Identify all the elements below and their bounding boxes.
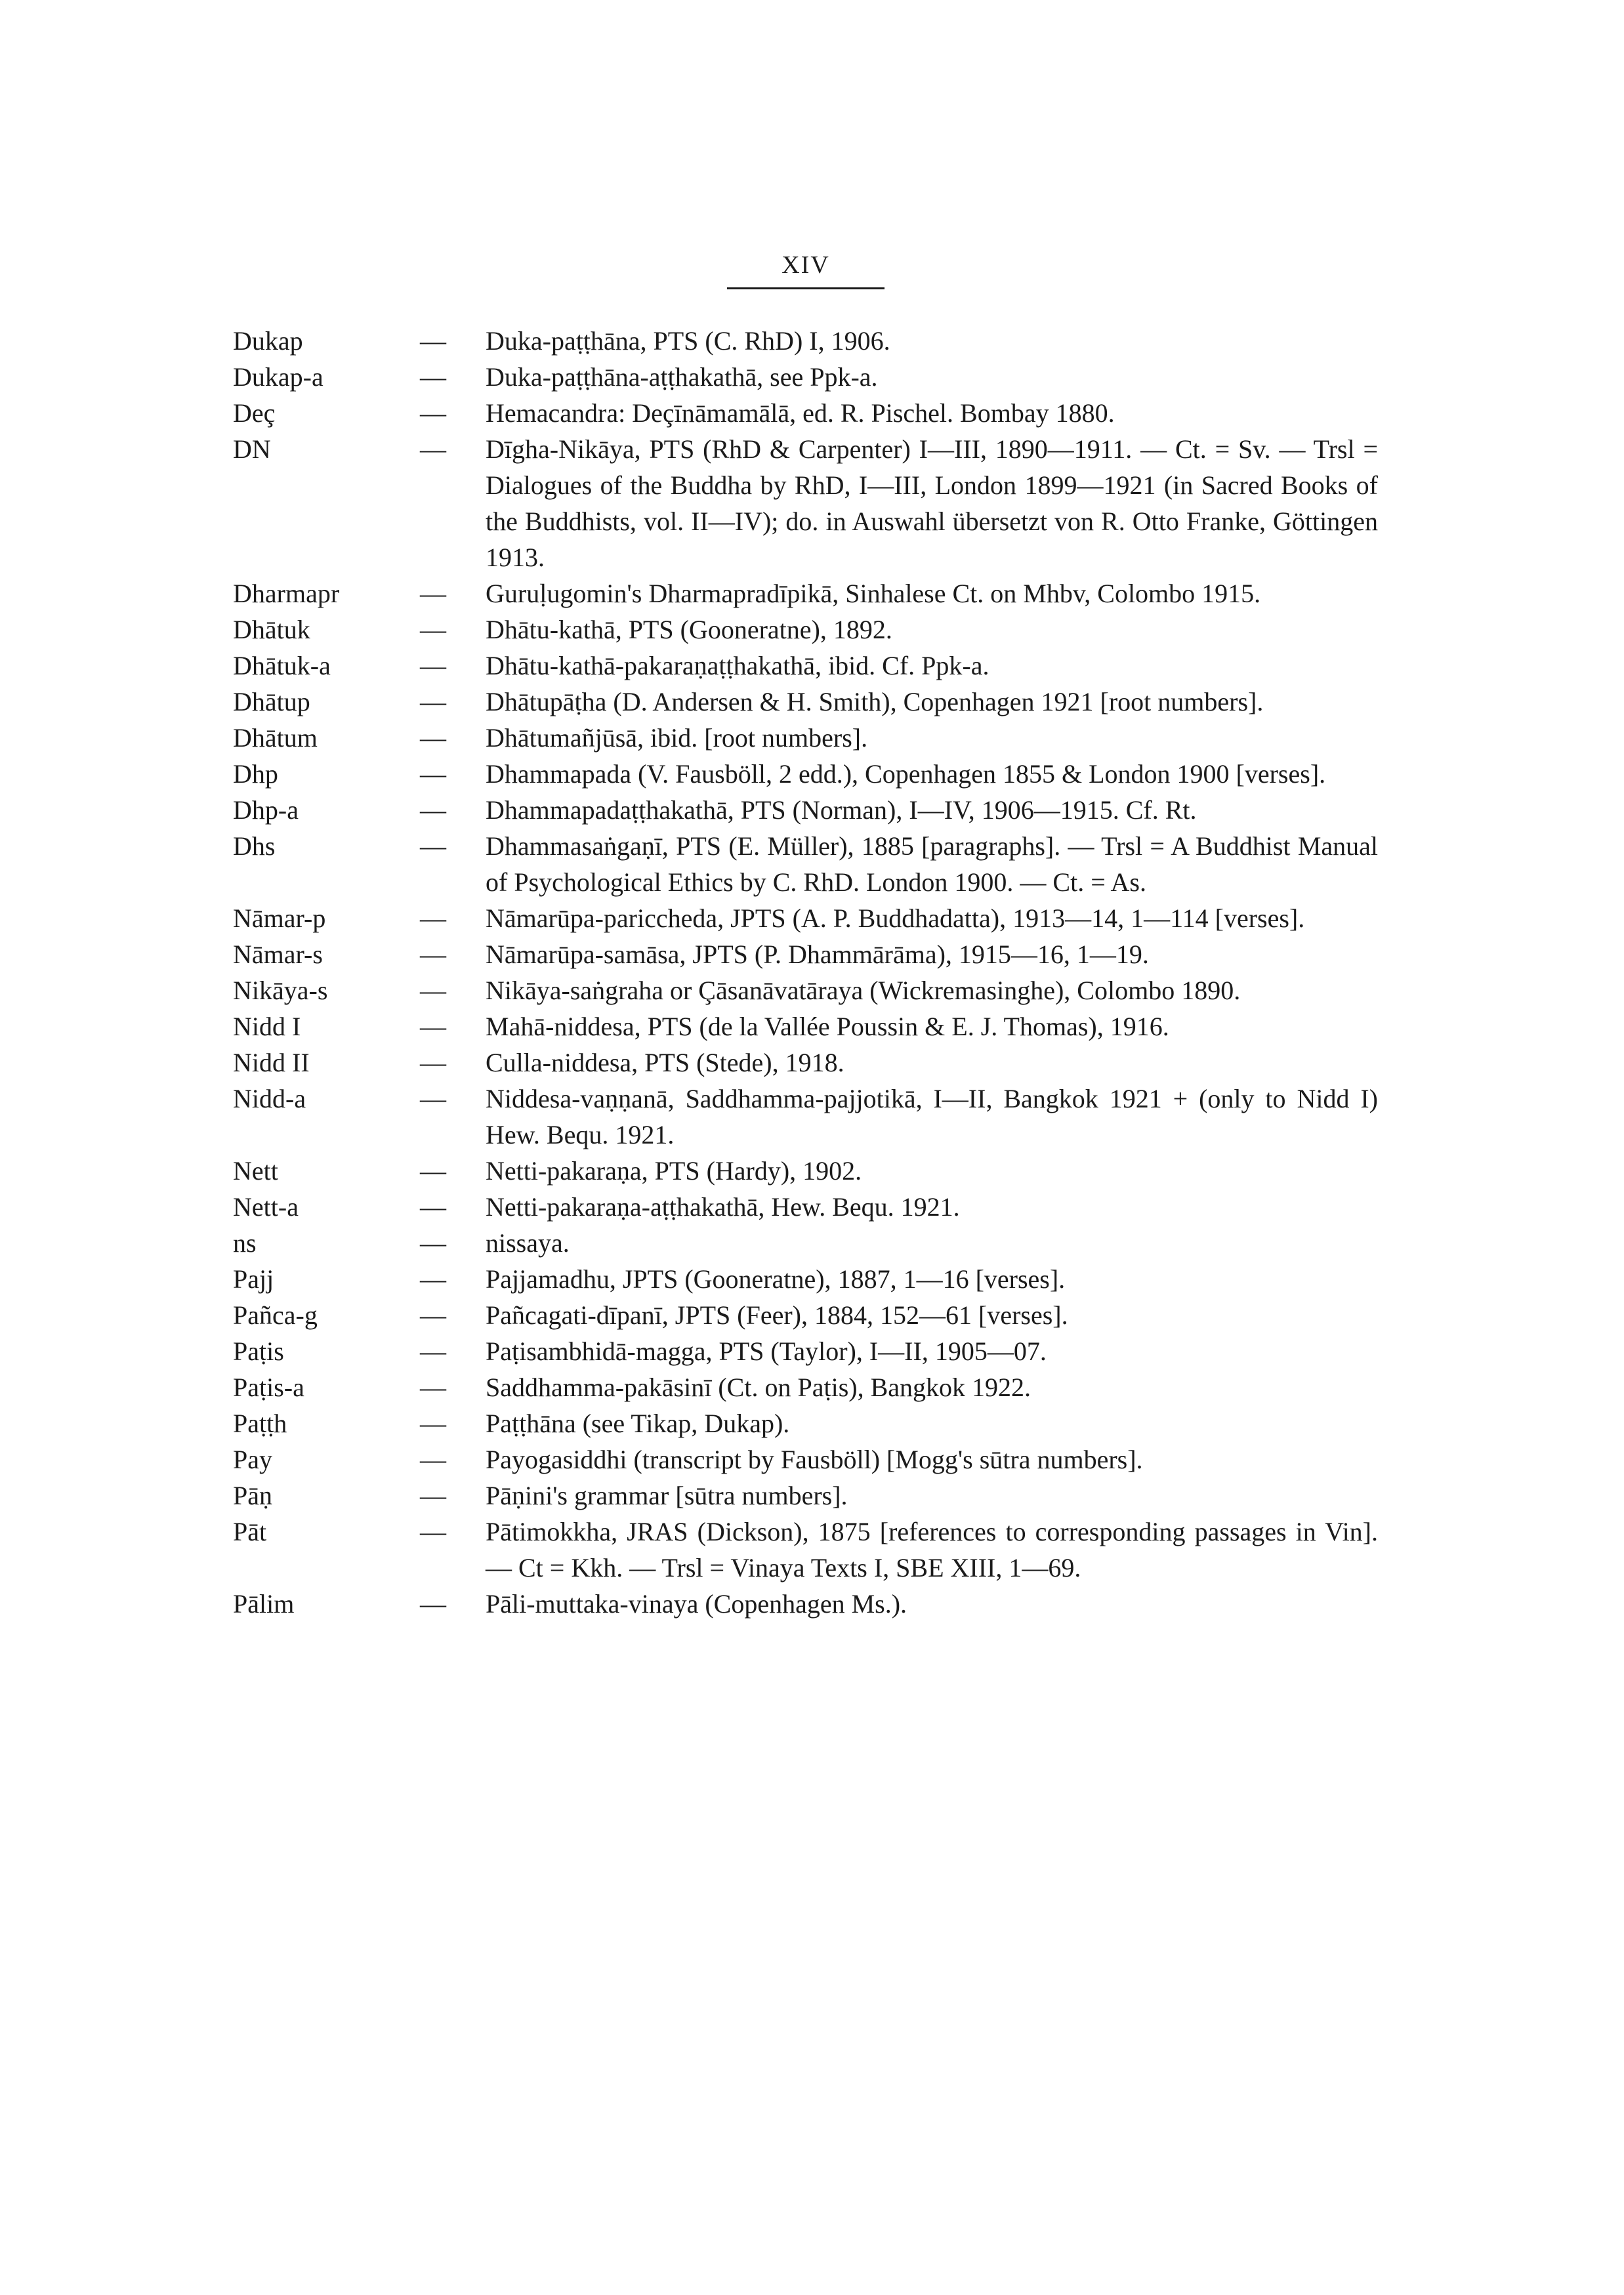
entry-abbreviation: Pālim [233,1589,295,1619]
abbreviation-entry [233,395,1378,431]
abbreviation-entry [233,972,1378,1008]
abbreviation-entry [233,431,1378,575]
entry-description: Pañcagati-dīpanī, JPTS (Feer), 1884, 152—61 [verses]. [486,1300,1068,1330]
abbreviation-entry [233,1297,1378,1333]
entry-abbreviation: Nidd II [233,1048,310,1077]
entry-description: Culla-niddesa, PTS (Stede), 1918. [486,1048,844,1077]
entry-abbreviation: Pajj [233,1264,274,1294]
entry-dash: — [420,651,446,680]
entry-dash: — [420,723,446,753]
entry-dash: — [420,1048,446,1077]
entry-dash: — [420,940,446,969]
entry-dash: — [420,1336,446,1366]
entry-dash: — [420,1409,446,1438]
entry-abbreviation: Dharmapr [233,579,340,608]
entry-dash: — [420,1012,446,1041]
entry-abbreviation: ns [233,1228,257,1258]
abbreviation-entry [233,1189,1378,1225]
entry-description: Netti-pakaraṇa-aṭṭhakathā, Hew. Bequ. 1921. [486,1192,960,1222]
abbreviation-entry [233,575,1378,611]
entry-dash: — [420,1192,446,1222]
entry-dash: — [420,1589,446,1619]
entry-description: Nāmarūpa-samāsa, JPTS (P. Dhammārāma), 1915—16, 1—19. [486,940,1149,969]
entry-abbreviation: Paṭṭh [233,1409,287,1438]
entry-abbreviation: Dhātup [233,687,310,716]
abbreviation-entry [233,1044,1378,1081]
entry-dash: — [420,615,446,644]
entry-dash: — [420,831,446,861]
abbreviation-entry [233,720,1378,756]
entry-description: Dhātu-kathā-pakaraṇaṭṭhakathā, ibid. Cf. Ppk-a. [486,651,989,680]
entry-description: Payogasiddhi (transcript by Fausböll) [Mogg's sūtra numbers]. [486,1445,1143,1474]
entry-dash: — [420,1300,446,1330]
page-number-rule [727,287,885,289]
abbreviation-entry [233,756,1378,792]
abbreviation-entry [233,323,1378,359]
entry-abbreviation: Nāmar-s [233,940,323,969]
entry-dash: — [420,795,446,825]
abbreviation-entry [233,792,1378,828]
entry-dash: — [420,1445,446,1474]
entry-description: Dīgha-Nikāya, PTS (RhD & Carpenter) I—III, 1890—1911. — Ct. = Sv. — Trsl = Dialogues of the Buddha by RhD, I—III, London 1899—1921 (in Sacred Books of the Buddhists, vol. II—IV); do. in Auswahl übersetzt von R. Otto Franke, Göttingen 1913. [486,434,1378,572]
entry-dash: — [420,1517,446,1546]
abbreviation-entry [233,684,1378,720]
entry-abbreviation: Pañca-g [233,1300,318,1330]
abbreviation-entry [233,1441,1378,1478]
entry-description: Pajjamadhu, JPTS (Gooneratne), 1887, 1—16 [verses]. [486,1264,1066,1294]
entry-abbreviation: Dhp-a [233,795,299,825]
entry-dash: — [420,1084,446,1113]
entry-description: Duka-paṭṭhāna, PTS (C. RhD) I, 1906. [486,326,890,356]
abbreviation-entry [233,1008,1378,1044]
abbreviation-entry [233,1369,1378,1405]
entry-description: Hemacandra: Deçīnāmamālā, ed. R. Pischel. Bombay 1880. [486,398,1115,428]
entry-description: Saddhamma-pakāsinī (Ct. on Paṭis), Bangkok 1922. [486,1373,1031,1402]
entry-abbreviation: Nāmar-p [233,903,326,933]
entry-description: Pātimokkha, JRAS (Dickson), 1875 [references to corresponding passages in Vin]. — Ct = Kkh. — Trsl = Vinaya Texts I, SBE XIII, 1—69. [486,1517,1378,1582]
abbreviation-entry [233,1261,1378,1297]
entry-abbreviation: Pay [233,1445,272,1474]
entry-dash: — [420,976,446,1005]
entry-description: Dhammapadaṭṭhakathā, PTS (Norman), I—IV, 1906—1915. Cf. Rt. [486,795,1197,825]
abbreviation-entry [233,648,1378,684]
entry-abbreviation: Dhātum [233,723,318,753]
entry-description: Dhammapada (V. Fausböll, 2 edd.), Copenhagen 1855 & London 1900 [verses]. [486,759,1326,789]
entry-dash: — [420,1228,446,1258]
entry-description: Duka-paṭṭhāna-aṭṭhakathā, see Ppk-a. [486,362,878,392]
entry-description: Dhātumañjūsā, ibid. [root numbers]. [486,723,868,753]
entry-abbreviation: Dhātuk [233,615,310,644]
entry-abbreviation: Pāṇ [233,1481,272,1510]
abbreviation-entry [233,1405,1378,1441]
abbreviation-entry [233,936,1378,972]
entry-description: Dhātupāṭha (D. Andersen & H. Smith), Copenhagen 1921 [root numbers]. [486,687,1264,716]
entry-dash: — [420,1481,446,1510]
page-number: XIV [781,251,830,279]
entry-dash: — [420,434,446,464]
abbreviation-entry [233,359,1378,395]
entry-dash: — [420,398,446,428]
entry-abbreviation: Pāt [233,1517,267,1546]
entry-description: nissaya. [486,1228,570,1258]
entry-description: Dhammasaṅgaṇī, PTS (E. Müller), 1885 [paragraphs]. — Trsl = A Buddhist Manual of Psychological Ethics by C. RhD. London 1900. — Ct. = As. [486,831,1378,897]
entry-abbreviation: Dhātuk-a [233,651,331,680]
entry-abbreviation: Paṭis [233,1336,284,1366]
entry-abbreviation: Nett-a [233,1192,299,1222]
abbreviation-entry [233,900,1378,936]
abbreviation-list [233,323,1378,1622]
entry-abbreviation: Deç [233,398,276,428]
entry-dash: — [420,687,446,716]
entry-abbreviation: DN [233,434,271,464]
entry-description: Pāli-muttaka-vinaya (Copenhagen Ms.). [486,1589,907,1619]
entry-abbreviation: Nidd-a [233,1084,306,1113]
entry-abbreviation: Dhs [233,831,276,861]
abbreviation-entry [233,611,1378,648]
entry-dash: — [420,1264,446,1294]
abbreviation-entry [233,1586,1378,1622]
abbreviation-entry [233,1153,1378,1189]
entry-dash: — [420,579,446,608]
entry-dash: — [420,1373,446,1402]
abbreviation-entry [233,1514,1378,1586]
entry-dash: — [420,903,446,933]
entry-abbreviation: Dukap [233,326,303,356]
entry-description: Guruḷugomin's Dharmapradīpikā, Sinhalese Ct. on Mhbv, Colombo 1915. [486,579,1261,608]
entry-abbreviation: Paṭis-a [233,1373,304,1402]
entry-description: Niddesa-vaṇṇanā, Saddhamma-pajjotikā, I—II, Bangkok 1921 + (only to Nidd I) Hew. Bequ. 1921. [486,1084,1378,1149]
entry-description: Paṭṭhāna (see Tikap, Dukap). [486,1409,790,1438]
abbreviation-entry [233,828,1378,900]
entry-description: Paṭisambhidā-magga, PTS (Taylor), I—II, 1905—07. [486,1336,1047,1366]
entry-description: Dhātu-kathā, PTS (Gooneratne), 1892. [486,615,892,644]
entry-dash: — [420,1156,446,1186]
entry-description: Netti-pakaraṇa, PTS (Hardy), 1902. [486,1156,862,1186]
entry-abbreviation: Nikāya-s [233,976,328,1005]
entry-description: Pāṇini's grammar [sūtra numbers]. [486,1481,848,1510]
entry-dash: — [420,759,446,789]
entry-dash: — [420,362,446,392]
entry-abbreviation: Nett [233,1156,278,1186]
entry-abbreviation: Dukap-a [233,362,323,392]
entry-dash: — [420,326,446,356]
abbreviation-entry [233,1225,1378,1261]
entry-description: Mahā-niddesa, PTS (de la Vallée Poussin & E. J. Thomas), 1916. [486,1012,1169,1041]
entry-abbreviation: Dhp [233,759,278,789]
abbreviation-entry [233,1081,1378,1153]
entry-abbreviation: Nidd I [233,1012,301,1041]
abbreviation-entry [233,1333,1378,1369]
abbreviation-entry [233,1478,1378,1514]
entry-description: Nikāya-saṅgraha or Çāsanāvatāraya (Wickremasinghe), Colombo 1890. [486,976,1241,1005]
entry-description: Nāmarūpa-pariccheda, JPTS (A. P. Buddhadatta), 1913—14, 1—114 [verses]. [486,903,1305,933]
